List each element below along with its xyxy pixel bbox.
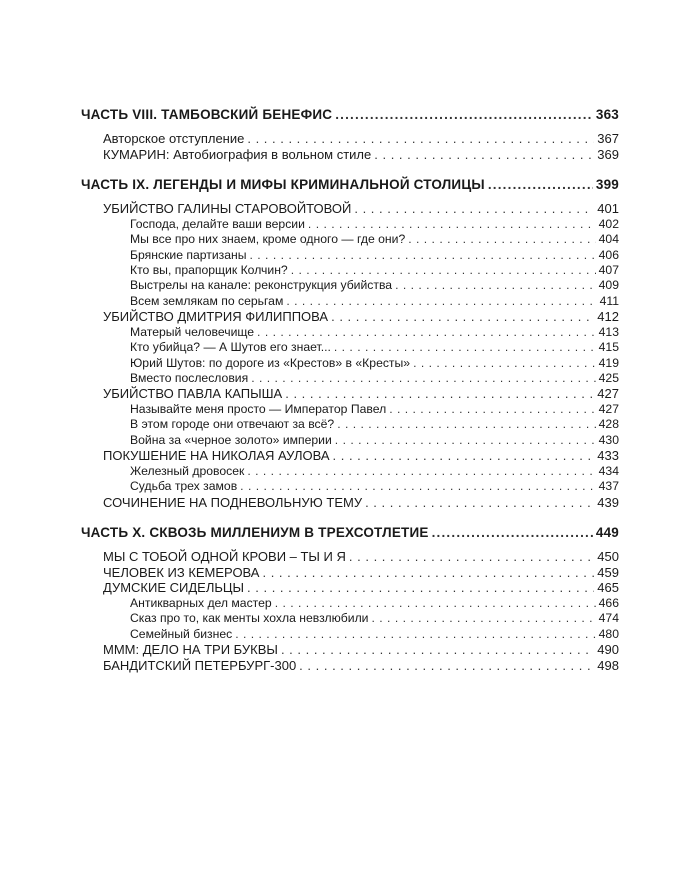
toc-subentry-title: Юрий Шутов: по дороге из «Крестов» в «Кресты» (130, 355, 411, 370)
toc-subentry (81, 263, 619, 278)
toc-section (81, 565, 619, 581)
dot-leader (365, 495, 594, 511)
toc-page-number: 363 (595, 107, 619, 122)
toc-part-title: ЧАСТЬ X. СКВОЗЬ МИЛЛЕНИУМ В ТРЕХСОТЛЕТИЕ (81, 525, 429, 541)
toc-subentry-title: Всем землякам по серьгам (130, 293, 284, 308)
dot-leader (281, 642, 594, 658)
dot-leader (286, 294, 596, 309)
toc-page-number: 411 (599, 293, 619, 308)
dot-leader (432, 524, 593, 542)
toc-page-number: 427 (597, 386, 619, 402)
toc-subentry-title: Выстрелы на канале: реконструкция убийства (130, 278, 393, 293)
dot-leader (240, 479, 595, 494)
toc-part-title: ЧАСТЬ VIII. ТАМБОВСКИЙ БЕНЕФИС (81, 107, 333, 122)
dot-leader (395, 278, 596, 293)
toc-subentry-title: Семейный бизнес (130, 626, 233, 641)
dot-leader (334, 340, 596, 355)
toc-page-number: 449 (595, 525, 619, 541)
toc-subentry (81, 356, 619, 371)
dot-leader (372, 611, 596, 626)
dot-leader (354, 201, 594, 217)
toc-section (81, 580, 619, 596)
toc-section (81, 658, 619, 674)
toc-subentry (81, 325, 619, 340)
dot-leader (335, 106, 593, 124)
dot-leader (308, 217, 596, 232)
toc-page-number: 465 (597, 580, 619, 596)
dot-leader (488, 176, 593, 194)
toc-section-title: МЫ С ТОБОЙ ОДНОЙ КРОВИ – ТЫ И Я (103, 549, 346, 565)
toc-subentry-title: Война за «черное золото» империи (130, 432, 332, 447)
toc-page-number: 369 (597, 146, 619, 162)
toc-page-number: 415 (598, 340, 619, 355)
toc-section-title: БАНДИТСКИЙ ПЕТЕРБУРГ-300 (103, 657, 297, 673)
toc-section-title: ПОКУШЕНИЕ НА НИКОЛАЯ АУЛОВА (103, 448, 330, 464)
dot-leader (408, 232, 595, 247)
toc-section-title: УБИЙСТВО ПАВЛА КАПЫША (103, 386, 283, 402)
toc-subentry (81, 248, 619, 263)
toc-section (81, 386, 619, 402)
table-of-contents (81, 106, 619, 673)
dot-leader (250, 248, 596, 263)
dot-leader (291, 263, 596, 278)
toc-subentry-title: Сказ про то, как менты хохла невзлюбили (130, 611, 369, 626)
toc-page-number: 490 (597, 642, 619, 658)
toc-page-number: 419 (598, 355, 619, 370)
toc-subentry (81, 596, 619, 611)
dot-leader (333, 448, 595, 464)
toc-subentry (81, 464, 619, 479)
toc-subentry-title: Мы все про них знаем, кроме одного — где они? (130, 232, 406, 247)
toc-subentry (81, 402, 619, 417)
toc-subentry-title: Брянские партизаны (130, 247, 247, 262)
toc-section-title: МММ: ДЕЛО НА ТРИ БУКВЫ (103, 642, 278, 658)
toc-subentry (81, 433, 619, 448)
toc-page-number: 427 (598, 402, 619, 417)
toc-page-number: 480 (598, 626, 619, 641)
dot-leader (335, 433, 596, 448)
toc-entry-title: КУМАРИН: Автобиография в вольном стиле (103, 146, 372, 162)
dot-leader (275, 596, 596, 611)
toc-section (81, 201, 619, 217)
toc-subentry (81, 417, 619, 432)
toc-part-10 (81, 524, 619, 542)
dot-leader (331, 309, 594, 325)
toc-section-title: ДУМСКИЕ СИДЕЛЬЦЫ (103, 580, 245, 596)
toc-subentry-title: Матерый человечище (130, 324, 255, 339)
toc-part-title: ЧАСТЬ IX. ЛЕГЕНДЫ И МИФЫ КРИМИНАЛЬНОЙ СТОЛИЦЫ (81, 177, 485, 193)
dot-leader (247, 464, 595, 479)
toc-subentry-title: Антикварных дел мастер (130, 596, 272, 611)
dot-leader (247, 580, 594, 596)
toc-page-number: 412 (597, 309, 619, 325)
dot-leader (389, 402, 595, 417)
dot-leader (337, 417, 595, 432)
toc-subentry-title: Называйте меня просто — Император Павел (130, 402, 387, 417)
toc-page-number: 401 (597, 201, 619, 217)
toc-page-number: 399 (595, 177, 619, 193)
dot-leader (262, 565, 594, 581)
toc-page-number: 474 (598, 611, 619, 626)
toc-subentry-title: Кто убийца? — А Шутов его знает... (130, 340, 331, 355)
toc-page-number: 459 (597, 564, 619, 580)
toc-page-number: 439 (597, 494, 619, 510)
dot-leader (349, 549, 594, 565)
dot-leader (413, 356, 596, 371)
dot-leader (247, 131, 594, 147)
toc-page-number: 407 (598, 263, 619, 277)
dot-leader (285, 386, 594, 402)
toc-subentry-title: Господа, делайте ваши версии (130, 216, 305, 231)
toc-section (81, 309, 619, 325)
toc-subentry (81, 232, 619, 247)
toc-page-number: 433 (597, 448, 619, 464)
toc-part-9 (81, 176, 619, 194)
toc-subentry (81, 217, 619, 232)
dot-leader (257, 325, 596, 340)
toc-subentry (81, 627, 619, 642)
toc-section (81, 549, 619, 565)
toc-section-title: УБИЙСТВО ДМИТРИЯ ФИЛИППОВА (103, 309, 329, 325)
dot-leader (235, 627, 595, 642)
toc-section-title: УБИЙСТВО ГАЛИНЫ СТАРОВОЙТОВОЙ (103, 201, 352, 217)
toc-subentry (81, 294, 619, 309)
toc-section-title: ЧЕЛОВЕК ИЗ КЕМЕРОВА (103, 564, 260, 580)
toc-page-number: 466 (598, 596, 619, 611)
toc-page-number: 428 (598, 417, 619, 432)
toc-subentry (81, 611, 619, 626)
toc-subentry (81, 371, 619, 386)
toc-section-title: СОЧИНЕНИЕ НА ПОДНЕВОЛЬНУЮ ТЕМУ (103, 494, 363, 510)
toc-section (81, 642, 619, 658)
toc-subentry (81, 479, 619, 494)
toc-page-number: 402 (598, 216, 619, 231)
dot-leader (251, 371, 595, 386)
toc-subentry-title: Вместо послесловия (130, 371, 249, 386)
toc-section (81, 448, 619, 464)
toc-page-number: 367 (597, 131, 619, 146)
toc-subentry (81, 278, 619, 293)
toc-page-number: 450 (597, 549, 619, 565)
toc-page-number: 425 (598, 371, 619, 386)
toc-subentry-title: Судьба трех замов (130, 479, 238, 494)
toc-page-number: 498 (597, 657, 619, 673)
toc-page-number: 404 (598, 232, 619, 247)
toc-subentry (81, 340, 619, 355)
toc-page-number: 406 (598, 247, 619, 262)
dot-leader (374, 147, 594, 163)
toc-page-number: 434 (598, 463, 619, 478)
toc-page-number: 437 (598, 479, 619, 494)
toc-entry-title: Авторское отступление (103, 131, 245, 146)
toc-part-8 (81, 106, 619, 124)
dot-leader (299, 658, 594, 674)
toc-page-number: 409 (598, 278, 619, 293)
toc-page-number: 413 (598, 324, 619, 339)
toc-subentry-title: Кто вы, прапорщик Колчин? (130, 263, 288, 277)
toc-page-number: 430 (598, 432, 619, 447)
toc-entry (81, 131, 619, 147)
toc-subentry-title: В этом городе они отвечают за всё? (130, 417, 335, 432)
toc-section (81, 495, 619, 511)
toc-entry (81, 147, 619, 163)
toc-subentry-title: Железный дровосек (130, 463, 245, 478)
